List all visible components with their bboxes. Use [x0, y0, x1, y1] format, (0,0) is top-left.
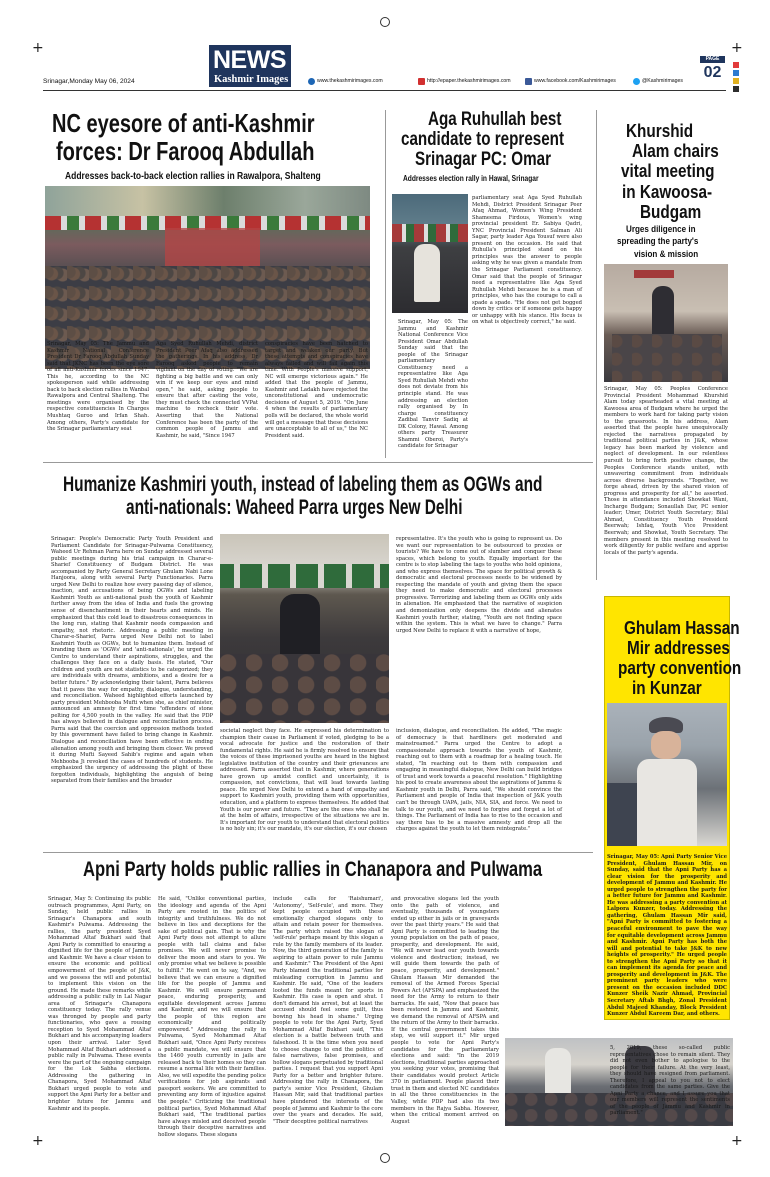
subhead: Addresses election rally in Hawal, Srinagar	[403, 174, 539, 183]
headline-line-1: NC eyesore of anti-Kashmir	[52, 108, 315, 138]
headline-line-3: vital meeting	[621, 161, 715, 181]
headline-line-2: Alam chairs	[632, 141, 719, 161]
headline-line-5: Budgam	[640, 202, 702, 222]
youth-campaign-photo	[220, 534, 389, 723]
story-body: Srinagar, May 05: Peoples Conference Provincial President Mohammad Khurshid Alam today spearheaded a vital meeting at Kawoosa area of Budgam where he urged the members to work hard for taking party vision to the grassroots. In his address, Alam asserted that the people have unequivocally rejected the narratives propagated by traditional political parties in J&K, whose legacy has been marked by violence and neglect of development. In our relentless pursuit to bring forth positive change, the Peoples Conference stands united, with unwavering commitment from individuals across diverse backgrounds. "Together, we forge ahead, driven by the shared vision of progress and prosperity for all," he asserted. Those in attendance included Showkat Wani, Incharge Budgam; Sonaullah Dar, PC senior leader; Umer, District Youth Secretary; Bilal Ahmad, Constituency Youth President Beerwah; Ishfaq, Youth Vice President Beerwah; and Showkat, Youth Secretary. The members present in this meeting resolved to work diligently for public welfare and apprise locals of the party's agenda.	[604, 386, 728, 556]
story-body-col-2: He said, "Unlike conventional parties, the ideology and agenda of the Apni Party are rooted in the politics of integrity and truthfulness. We do not believe in lies and deceptions for the sake of political gain. That is why the Apni Party does not attempt to allure people with tall claims and false promises. We will never promise to deliver the moon and stars to you. We only promise what we believe is possible to fulfill." He went on to say, "And, we believe that we can ensure a dignified life for the people of Jammu and Kashmir. We will ensure permanent peace, enduring prosperity, and equitable development across Jammu and Kashmir, and we will ensure that the people of this region are economically and politically empowered." Addressing the rally in Pulwama, Syed Mohammad Altaf Bukhari said, "Once Apni Party receives a public mandate, we will ensure that the 1460 youth currently in jails are released back to their homes so they can resume a normal life with their families. Also, we will expedite the pending police verifications for job aspirants and passport seekers. We are committed to preventing any form of injustice against the people." Criticizing the traditional political parties, Syed Mohammad Altaf Bukhari said, "The traditional parties have always misled and deceived people through their deceptive narratives and hollow slogans. These slogans	[158, 896, 266, 1138]
story-body-col-2: societal neglect they face. He expressed his determination to champion their cause in Parliament if voted, pledging to be a vocal advocate for justice and the restoration of their fundamental rights. He said he is firmly resolved to ensure that the voices of these imprisoned youths are heard in the highest legislative institution of the country and their grievances are addressed. Parra asserted that in Kashmir, where generations have grown up amidst conflict and uncertainty, it is compassion, not convictions, that will lead towards lasting peace. He urged New Delhi to extend a hand of empathy and support to Kashmiri youth, providing them with opportunities, education, and a platform to express themselves. He added that Youth is our power and future. "They are the ones who shall be at the helm of affairs, irrespective of the situations we are in. It's important for our youth to understand that electoral politics is no holy sin; it's our mandate, it's our election, it's our chosen	[220, 728, 389, 833]
facebook-icon	[525, 78, 532, 85]
headline-line-1: Aga Ruhullah best	[428, 109, 562, 130]
headline-line-4: in Kawoosa-	[622, 182, 713, 202]
story-farooq-abdullah	[43, 96, 384, 460]
column-rule-1	[385, 110, 386, 458]
masthead-rule	[43, 90, 726, 91]
headline-line-1: Humanize Kashmiri youth, instead of labeling them as OGWs and	[63, 473, 543, 496]
story-body-col-3a: representative. It's the youth who is going to represent us. Do we want our representation to be outsourced to proxies or tourists? We have to come out of slumber and conquer these spaces, which belong to youth. Equally important for the centre is to stop labeling the tags to youths who hold opinions, and who express themselves. The space for political growth & democratic and electoral processes needs to be widened by respecting the mandate of youth and giving them the space they need to make democratic and electoral processes progressive. Terrorizing and labeling them as OGWs only aids in alienation. He emphasized that the narrative of suspicion and demonization only deepens the divide and alienates Kashmiri youth further, stating, "Youth are not finding space within the system. This is what we have to change." Parra urged New Delhi to replace it with a narrative of hope,	[396, 536, 562, 634]
dateline: Srinagar,Monday May 06, 2024	[43, 78, 135, 85]
convention-photo	[607, 703, 727, 846]
color-tab-3	[733, 78, 739, 84]
epaper-link[interactable]: http://epaper.thekashmirimages.com	[427, 78, 511, 84]
subhead: Addresses back-to-back election rallies in Rawalpora, Shalteng	[65, 170, 321, 182]
headline-line-3: Srinagar PC: Omar	[415, 149, 551, 170]
twitter-icon	[633, 78, 640, 85]
masthead-links	[308, 78, 708, 88]
headline-line-2: anti-nationals: Waheed Parra urges New Delhi	[126, 496, 463, 519]
rally-photo	[392, 194, 468, 313]
story-body-col-3b: inclusion, dialogue, and reconciliation. He added, "The magic of democracy is that hardliners get moderated and mainstreamed." Parra urged the Centre to adopt a compassionate approach towards the youth of Kashmir, reaching out to them with a roadmap for a healing touch. He stated, "In reaching out to them with compassion and engaging in meaningful dialogue, New Delhi can build bridges of trust and work towards a peaceful resolution." Highlighting his pool to create awareness about the aspirations of Jammu & Kashmir youth in Delhi, Parra said, "We should convince the Parliament and people of India that inspection of J&K youth can't be through UAPA, jails, NIA, SIA, and force. We need to talk to our youth, and we need to forgive and forget a lot of things. The Parliament of India has to rise to the occasion and say there has to be a massive amnesty and drop all the charges against the youth to let them reintegrate."	[396, 728, 562, 833]
story-body-col-3: conspiracies have been hatched to target and weaken our party. But these attempts and conspiracies have always failed and will fail again this time. With People's massive support, NC will emerge victorious again." He added that the people of Jammu, Kashmir and Ladakh have rejected the unconstitutional and undemocratic decisions of August 5, 2019. "On June 4 when the results of parliamentary polls will be declared, the whole world will get a message that these decisions are unacceptable to all of us," the NC President said.	[265, 341, 368, 439]
story-body-col-1: Srinagar: People's Democratic Party Youth President and Parliament Candidate for Srinagar-Pulwama Constituency, Waheed Ur Rehman Parra here on Sunday addressed several public meetings during his trial campaign in Charar-e-Sharief Constituency of Budgam District. He was accompanied by Party General Secretary Ghulam Nabi Lone Hanjoora, along with several Party Functionaries. Parra urged New Delhi to realize how every passing day of silence, inaction, and accusations of being OGWs and labeling Kashmiri Youth as anti-national push the youth of Kashmir further away from the idea of India and fuels the growing sense of disenchantment in their hearts and minds. He emphasized that this cold lead to disastrous consequences in the long run, stating that Kashmir needs compassion and empathy, not rhetoric. Addressing a public meeting in Charar-e-Sharief, Parra urged New Delhi not to label Kashmiri Youth as OGWs, but to humanize them. Instead of branding them as 'OGWs' and 'anti-nationals', he urged the Centre to understand their aspirations, struggles, and the challenges they face on a daily basis. He stated, "Our children and youth are not statistics to be categorized; they are individuals with dreams, ambitions, and a desire for a better future." By acknowledging their talent, Parra believes that it paves the way for empathy, dialogue, understanding, and reconciliation. Waheed highlighted efforts launched by party president Mehbooba Mufti when she, as chief minister, announced an amnesty for first time "offenders of stone pelting for 4,500 youth in the valley. He said that the PDP has always believed in dialogue and reconciliation process. Parra said that the coercion and oppression methods tested by this government have failed to bring change in Kashmir. Dialogue and reconciliation have been effective in ending alienation among youth and bringing them closer. We proved it during Mufti Sayeed Sahib's regime and again when Mehbooba Ji revoked the cases of hundreds of students. He emphasized the urgency of addressing the plight of these forgotten individuals, highlighting the anguish of being separated from their families and the broader	[51, 536, 213, 785]
headline-line-1: Khurshid	[626, 121, 694, 141]
subhead-line-2: spreading the party's	[617, 236, 699, 247]
subhead-line-3: vision & mission	[634, 249, 699, 260]
headline-line-2: candidate to represent	[401, 129, 565, 150]
headline-line-1: Ghulam Hassan	[624, 618, 740, 638]
registration-mark-bottom	[380, 1153, 390, 1163]
headline: Apni Party holds public rallies in Chanapora and Pulwama	[83, 858, 543, 881]
crop-mark-bottom-left: +	[32, 1133, 44, 1149]
headline-line-3: party convention	[618, 658, 742, 678]
subhead-line-1: Urges diligence in	[626, 224, 696, 235]
color-tab-2	[733, 70, 739, 76]
story-aga-ruhullah	[391, 104, 589, 460]
story-body-col-1: Srinagar, May 5: Continuing its public outreach programmes, Apni Party, on Sunday, held public rallies in Srinagar's Chanapora and south Kashmir's Pulwama. Addressing the rallies, the party president Syed Mohammad Altaf Bukhari said that Apni Party is committed to ensuring a dignified life for the people of Jammu and Kashmir. We have a clear vision to ensure the economic and political empowerment of the people of J&K, and we possess the will and potential to implement this vision on the ground. He made these remarks while addressing a public rally in Lal Nagar area of Srinagar's Chanapora constituency today. The rally venue was thronged by people and party functionaries, who gave a rousing reception to Syed Mohammad Altaf Bukhari and his accompanying leaders upon their arrival. Later Syed Mohammad Altaf Bukhari addressed a public rally in Pulwama. These events were the part of the ongoing campaign for the Lok Sabha elections. Addressing the gathering in Chanapora, Syed Mohammad Altaf Bukhari urged people to vote and support the Apni Party for a better and brighter future for Jammu and Kashmir and its people.	[48, 896, 151, 1112]
headline-line-4: in Kunzar	[632, 678, 702, 698]
story-body-col-4: and provocative slogans led the youth onto the path of violence, and eventually, thousands of youngsters ended up either in jails or in graveyards over the past thirty years." He said that Apni Party is committed to leading the young population on the path of peace, prosperity, and development. He said, "We will never lead our youth towards violence and destruction; instead, we will guide them towards the path of peace, prosperity, and development." Ghulam Hassan Mir demanded the removal of the Armed Forces Special Powers Act (AFSPA) and emphasized the need for the Army to return to their barracks. He said, "Now that peace has been restored in Jammu and Kashmir, we demand the removal of AFSPA and the return of the Army to their barracks. If the central government takes this step, we will support it." Mir urged people to vote for Apni Party's candidates for the parliamentary elections and said: "In the 2019 elections, traditional parties approached you seeking your votes, promising that their candidates would protect Article 370 in parliament. People placed their trust in them and elected NC candidates in all the three constituencies in the Valley, while PDP had also its two members in the Rajya Sabha. However, when the critical moment arrived on August	[391, 896, 499, 1125]
headline-line-2: forces: Dr Farooq Abdullah	[56, 136, 315, 166]
crop-mark-top-right: +	[731, 40, 743, 56]
website-link[interactable]: www.thekashmirimages.com	[317, 78, 383, 84]
story-body-col-1: Srinagar, May 05: The Jammu and Kashmir National Conference President Dr Farooq Abdullah Sunday said that JKNC has been the eye sore of all anti-Kashmir forces since 1947. This he, according to the NC spokesperson said while addressing back to back election rallies in Wanbal Rawalpora and Central Shalteng. The meetings were organised by the respective constituencies In Charges Mushtaq Guroo and Irfan Shah. Among others, Party's candidate for the Srinagar parliamentary seat	[47, 341, 149, 433]
globe-icon	[308, 78, 315, 85]
masthead	[0, 0, 770, 100]
horizontal-rule-2	[43, 852, 593, 853]
twitter-link[interactable]: @Kashmirimages	[642, 78, 684, 84]
brand-news: NEWS	[213, 46, 286, 74]
brand-kashmir-images: Kashmir Images	[214, 74, 289, 85]
story-waheed-parra	[43, 465, 593, 850]
story-body-col-3: include calls for 'Raishumari', 'Autonomy', 'Self-rule', and more. They kept people occupied with these emotionally charged slogans only to attain and retain power for themselves. The party which raised the slogan of 'self-rule' perhaps meant by this slogan a rule by the family members of its leader. Now, the third generation of the family is aspiring to attain power to rule Jammu and Kashmir." The President of the Apni Party blamed the traditional parties for misleading corruption in Jammu and Kashmir. He said, "One of the leaders looted the funds meant for sports in Kashmir. His case is open and shut. I don't demand his arrest, but at least the accused should feel some guilt, thus bowing his head in shame." Urging people to vote for the Apni Party, Syed Mohammad Altaf Bukhari said, "This election is a battle between truth and falsehood. It is the time when you need to choose change to end the politics of false narratives, false promises, and hollow slogans perpetuated by traditional parties. I request that you support Apni Party for a better and brighter future. Addressing the rally in Chanapora, the party's senior Vice President, Ghulam Hassan Mir, said that traditional parties have plundered the interests of the people of Jammu and Kashmir to the core over the years and decades. He said, "Their deceptive political narratives	[273, 896, 383, 1125]
facebook-link[interactable]: www.facebook.com/Kashmirimages	[534, 78, 616, 84]
story-body: Srinagar, May 05: Apni Party Senior Vice President, Ghulam Hassan Mir, on Sunday, said that the Apni Party has a clear vision for the prosperity and development of Jammu and Kashmir. He urged people to strengthen the party for a better future for Jammu and Kashmir. He was addressing a party convention at Lalpora Kunzer, today. Addressing the gathering, Ghulam Hassan Mir said, "Apni Party is committed to fostering a peaceful environment to pave the way for equitable development across Jammu and Kashmir. Apni Party has both the will and potential to take J&K to new heights of prosperity." He urged people to strengthen the Apni Party so that it can implement its agenda for peace and prosperity and development in J&K. The prominent party leaders who were present on the occasion included DDC Kunzer Sheik Nazir Ahmad, Provincial Secretary Aftab Bhgh, Zonal President Abdul Majeed Khanday, Block President Kunzer Abdul Kareem Dar, and others.	[607, 854, 727, 1018]
color-tab-1	[733, 62, 739, 68]
story-body-col-1: Srinagar, May 05: The Jammu and Kashmir National Conference Vice President Omar Abdullah Sunday said that the people of the Srinagar parliamentary Constituency need a representative like Aga Syed Ruhullah Mehdi who does not deviate from his principle stand. He was addressing an election rally organised by In charge constituency Zadibal Tanvir Sadiq at DK Colony, Hawal. Among others party Treasurer Shammi Oberoi, Party's candidate for Srinagar	[398, 319, 468, 450]
page-label: PAGE	[700, 56, 725, 63]
crop-mark-bottom-right: +	[731, 1133, 743, 1149]
color-tab-4	[733, 86, 739, 92]
story-body-col-2: Aga Syed Ruhullah Mehdi, district President Peer Afaq also addressed the gatherings. In his address, Dr Farooq asked people to remain vigilant on the day of voting. "We are fighting a big battle and we can only win if we keep our eyes and mind open," he said, asking people to ensure that after casting the vote, they must check the connected VVPat machine to recheck their vote. Asserting that the National Conference has been the party of the common people of Jammu and Kashmir, he said, "Since 1947	[156, 341, 258, 439]
story-apni-party-col-5-text: 5, 2019, these so-called public representatives chose to remain silent. They did not even bother to apologise to the people for their failure. At the very least, they should have resigned from parliament. Therefore, I appeal to you not to elect candidates from the same parties. Give the Apni Party a chance, and I assure you that our members will represent the sentiments of the people of Jammu and Kashmir in parliament."	[610, 1045, 730, 1117]
headline-line-2: Mir addresses	[627, 638, 730, 658]
horizontal-rule-1	[43, 462, 593, 463]
page-number: 02	[703, 64, 722, 81]
meeting-photo	[604, 264, 728, 382]
news-block	[209, 45, 291, 87]
page-box	[700, 56, 725, 84]
story-body-col-2: parliamentary seat Aga Syed Ruhullah Mehdi, District President Srinagar Peer Afaq Ahmad, Women's Wing President Shameema Firdous, Women's wing provincial president Er. Sabiya Qadri, YNC Provincial President Salman Ali Sagar, party leader Aga Yousuf were also present on the occasion. He said that Ruhulla's principled stand on his principles was the answer to people asking why he was given a mandate from the Srinagar Parliament constituency. Omar said that the people of Srinagar need a representative like Aga Syed Ruhullah Mehdi because he is a man of principles, who has the courage to call a spade a spade. "He does not get bogged down by critics or if someone gets happy or unhappy with his stance. His focus is on what is objectively correct," he said.	[472, 195, 582, 326]
story-khurshid-alam	[604, 104, 731, 594]
epaper-icon	[418, 78, 425, 85]
column-rule-2	[596, 110, 597, 580]
crop-mark-top-left: +	[32, 40, 44, 56]
